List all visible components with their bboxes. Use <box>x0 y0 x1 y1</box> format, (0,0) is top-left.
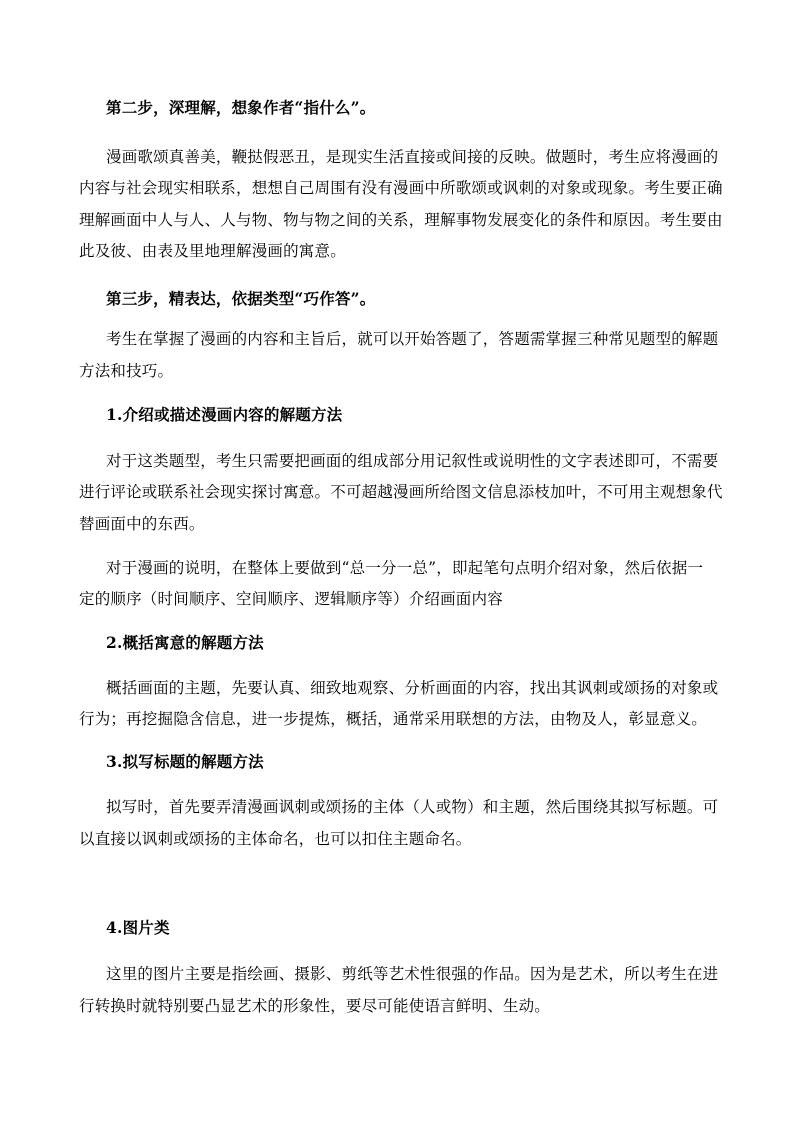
method1-paragraph-line: 对于这类题型，考生只需要把画面的组成部分用记叙性或说明性的文字表述即可，不需要 <box>106 452 719 470</box>
method1-paragraph-line: 对于漫画的说明，在整体上要做到“总一分一总”，即起笔句点明介绍对象，然后依据一 <box>106 559 704 577</box>
method2-paragraph-line: 行为；再挖掘隐含信息，进一步提炼，概括，通常采用联想的方法，由物及人，彰显意义。 <box>79 710 708 728</box>
step2-paragraph-line: 理解画面中人与人、人与物、物与物之间的关系，理解事物发展变化的条件和原因。考生要由 <box>79 211 723 229</box>
method2-paragraph-line: 概括画面的主题，先要认真、细致地观察、分析画面的内容，找出其讽刺或颂扬的对象或 <box>106 679 719 697</box>
section4-paragraph-line: 行转换时就特别要凸显艺术的形象性，要尽可能使语言鲜明、生动。 <box>79 997 551 1015</box>
step3-paragraph-line: 方法和技巧。 <box>79 362 174 380</box>
section4-heading: 4.图片类 <box>106 918 170 937</box>
method2-heading: 2.概括寓意的解题方法 <box>106 633 264 652</box>
step2-heading: 第二步，深理解，想象作者“指什么”。 <box>106 98 376 117</box>
method1-paragraph-line: 定的顺序（时间顺序、空间顺序、逻辑顺序等）介绍画面内容 <box>79 590 503 608</box>
method3-paragraph-line: 以直接以讽刺或颂扬的主体命名，也可以扣住主题命名。 <box>79 830 472 848</box>
step3-paragraph-line: 考生在掌握了漫画的内容和主旨后，就可以开始答题了，答题需掌握三种常见题型的解题 <box>106 330 719 348</box>
method1-paragraph-line: 进行评论或联系社会现实探讨寓意。不可超越漫画所给图文信息添枝加叶，不可用主观想象代 <box>79 483 723 501</box>
step2-paragraph-line: 此及彼、由表及里地理解漫画的寓意。 <box>79 242 346 260</box>
method3-paragraph-line: 拟写时，首先要弄清漫画讽刺或颂扬的主体（人或物）和主题，然后围绕其拟写标题。可 <box>106 798 719 816</box>
method1-paragraph-line: 替画面中的东西。 <box>79 515 205 533</box>
step2-paragraph-line: 内容与社会现实相联系，想想自己周围有没有漫画中所歌颂或讽刺的对象或现象。考生要正确 <box>79 179 723 197</box>
method3-heading: 3.拟写标题的解题方法 <box>106 752 264 771</box>
method1-heading: 1.介绍或描述漫画内容的解题方法 <box>106 405 343 424</box>
step3-heading: 第三步，精表达，依据类型“巧作答”。 <box>106 289 376 308</box>
section4-paragraph-line: 这里的图片主要是指绘画、摄影、剪纸等艺术性很强的作品。因为是艺术，所以考生在进 <box>106 965 719 983</box>
step2-paragraph-line: 漫画歌颂真善美，鞭挞假恶丑，是现实生活直接或间接的反映。做题时，考生应将漫画的 <box>106 148 719 166</box>
